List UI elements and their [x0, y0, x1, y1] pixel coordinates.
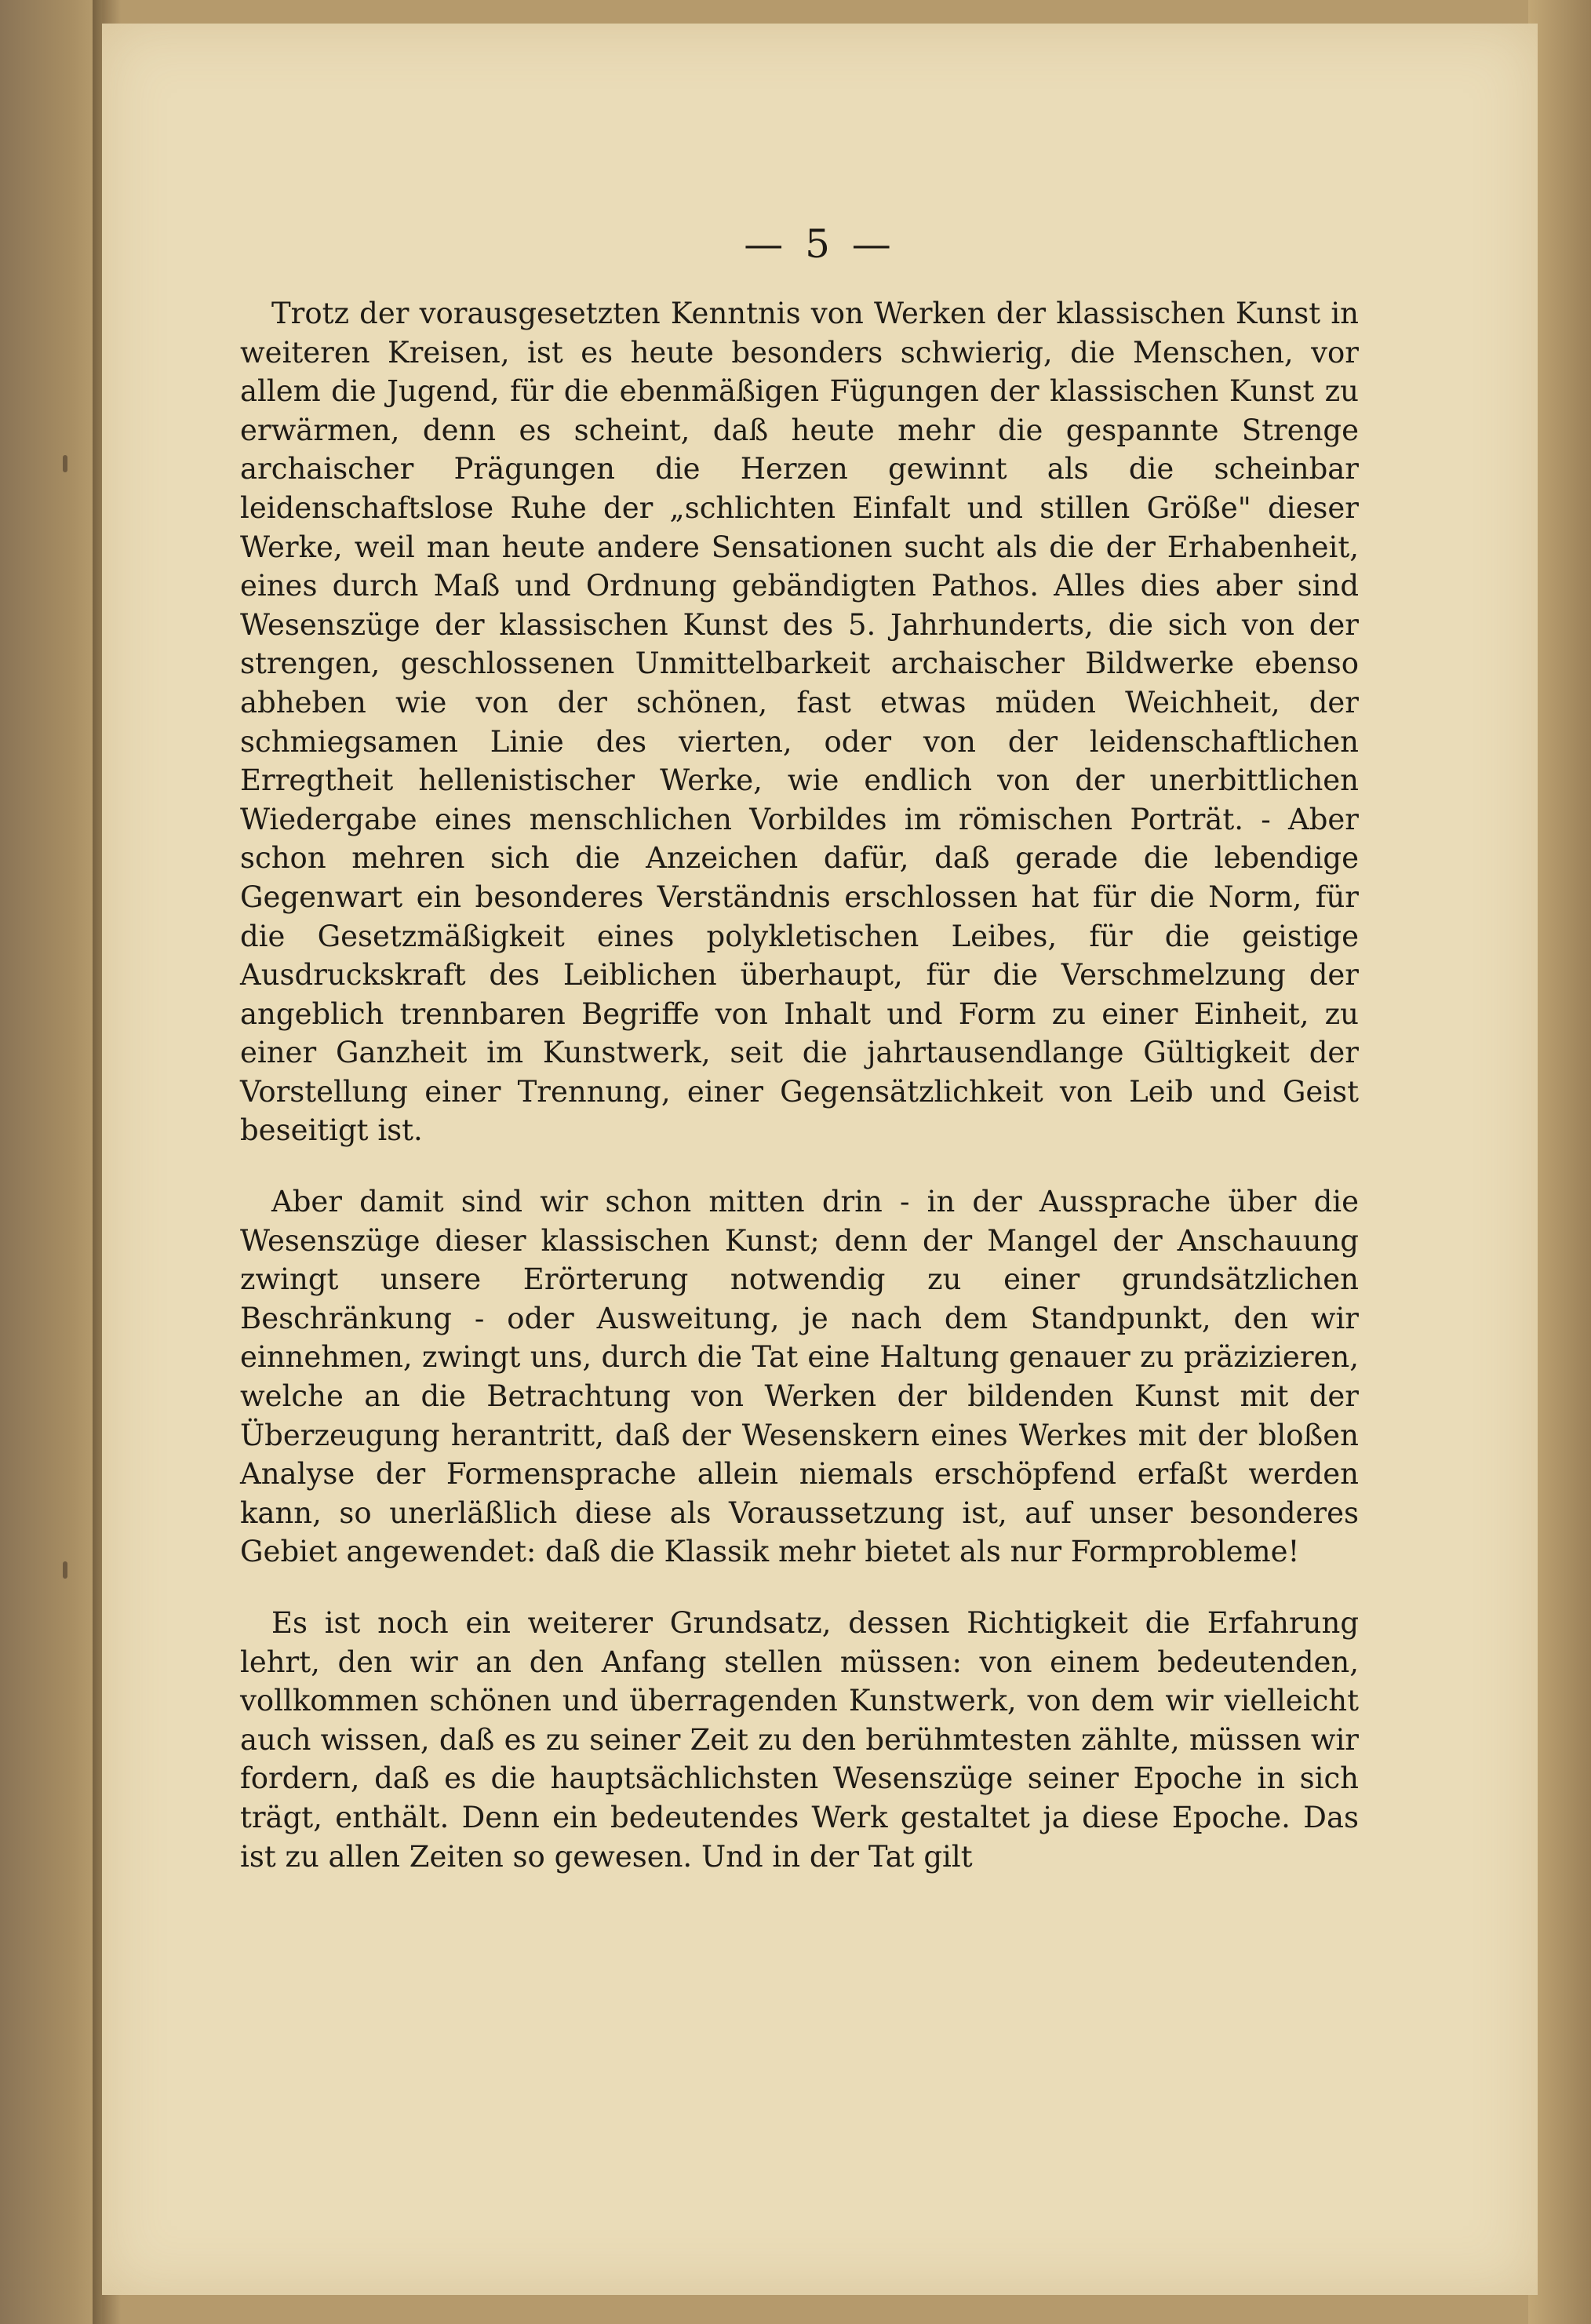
adjacent-page-edge	[0, 0, 102, 2324]
margin-mark	[63, 1561, 67, 1579]
paragraph-2: Aber damit sind wir schon mitten drin - in der Aussprache über die Wesenszüge dieser klassischen Kunst; denn der Mangel der Anschauung zwingt unsere Erörterung notwendig zu einer grundsätzlichen Beschränkung - oder Ausweitung, je nach dem Standpunkt, den wir einnehmen, zwingt uns, durch die Tat eine Haltung genauer zu präzizieren, welche an die Betrachtung von Werken der bildenden Kunst mit der Überzeugung herantritt, daß der Wesenskern eines Werkes mit der bloßen Analyse der Formensprache allein niemals erschöpfend erfaßt werden kann, so unerläßlich diese als Voraussetzung ist, auf unser besonderes Gebiet angewendet: daß die Klassik mehr bietet als nur Formprobleme!	[240, 1185, 1359, 1569]
margin-mark	[63, 455, 67, 472]
paragraph-1: Trotz der vorausgesetzten Kenntnis von Werken der klassischen Kunst in weiteren Kreisen, ist es heute besonders schwierig, die Menschen, vor allem die Jugend, für die ebenmäßigen Fügungen der klassischen Kunst zu erwärmen, denn es scheint, daß heute mehr die gespannte Strenge archaischer Prägungen die Herzen gewinnt als die scheinbar leidenschaftslose Ruhe der „schlichten Einfalt und stillen Größe" dieser Werke, weil man heute andere Sensationen sucht als die der Erhabenheit, eines durch Maß und Ordnung gebändigten Pathos. Alles dies aber sind Wesenszüge der klassischen Kunst des 5. Jahrhunderts, die sich von der strengen, geschlossenen Unmittelbarkeit archaischer Bildwerke ebenso abheben wie von der schönen, fast etwas müden Weichheit, der schmiegsamen Linie des vierten, oder von der leidenschaftlichen Erregtheit hellenistischer Werke, wie endlich von der unerbittlichen Wiedergabe eines menschlichen Vorbildes im römischen Porträt. - Aber schon mehren sich die Anzeichen dafür, daß gerade die lebendige Gegenwart ein besonderes Verständnis erschlossen hat für die Norm, für die Gesetzmäßigkeit eines polykletischen Leibes, für die geistige Ausdruckskraft des Leiblichen überhaupt, für die Verschmelzung der angeblich trennbaren Begriffe von Inhalt und Form zu einer Einheit, zu einer Ganzheit im Kunstwerk, seit die jahrtausendlange Gültigkeit der Vorstellung einer Trennung, einer Gegensätzlichkeit von Leib und Geist beseitigt ist.	[240, 297, 1359, 1148]
body-text	[240, 294, 1359, 1908]
paragraph-3: Es ist noch ein weiterer Grundsatz, dessen Richtigkeit die Erfahrung lehrt, den wir an den Anfang stellen müssen: von einem bedeutenden, vollkommen schönen und überragenden Kunstwerk, von dem wir vielleicht auch wissen, daß es zu seiner Zeit zu den berühmtesten zählte, müssen wir fordern, daß es die hauptsächlichsten Wesenszüge seiner Epoche in sich trägt, enthält. Denn ein bedeutendes Werk gestaltet ja diese Epoche. Das ist zu allen Zeiten so gewesen. Und in der Tat gilt	[240, 1606, 1359, 1874]
book-page	[102, 24, 1538, 2295]
page-number: — 5 —	[744, 221, 896, 267]
right-page-edge	[1528, 0, 1591, 2324]
